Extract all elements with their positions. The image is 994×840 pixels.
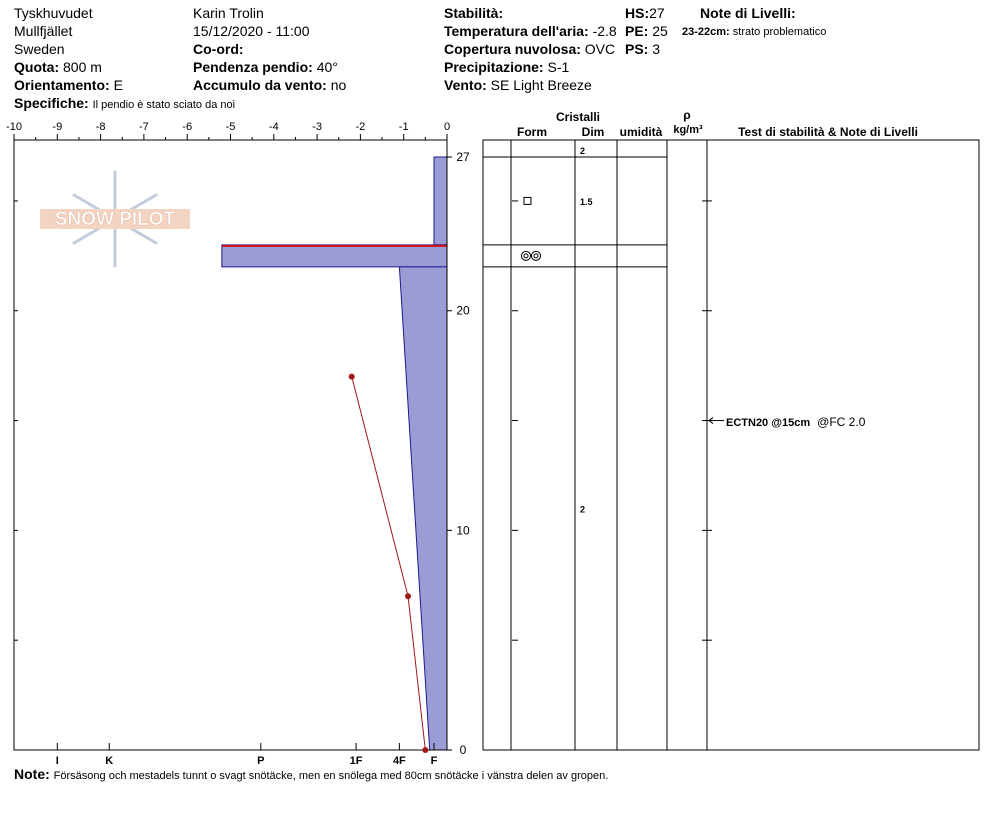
layer-notes-title: Note di Livelli: — [700, 5, 796, 21]
temperature-point — [349, 374, 355, 380]
temp-tick-label: -6 — [182, 121, 193, 133]
melt-form-icon — [532, 251, 541, 260]
pe-label: PE: — [625, 23, 649, 39]
temp-tick-label: -5 — [225, 121, 236, 133]
temp-tick-label: 0 — [443, 121, 451, 133]
stability-test-fracture: @FC 2.0 — [817, 415, 866, 429]
footer-note — [14, 766, 608, 784]
temp-tick-label: -3 — [312, 121, 322, 133]
hardness-tick-label: P — [257, 755, 265, 767]
melt-form-icon — [524, 254, 528, 258]
melt-form-icon — [534, 254, 538, 258]
pe-value: 25 — [652, 23, 668, 39]
temp-tick-label: -10 — [6, 121, 22, 133]
hardness-tick-label: 1F — [349, 755, 363, 767]
precip-label: Precipitazione: — [444, 59, 544, 75]
chart-frame — [14, 140, 447, 750]
stability-label: Stabilità: — [444, 5, 504, 21]
wind-loading-value: no — [330, 77, 347, 93]
layer-size: 2 — [580, 146, 586, 156]
elevation-label: Quota: — [14, 59, 60, 75]
height-tick-label: 27 — [456, 150, 470, 164]
wind-label: Vento: — [444, 77, 487, 93]
temp-tick-label: -2 — [355, 121, 366, 133]
height-tick-label: 10 — [456, 523, 470, 538]
slope-value: 40° — [316, 59, 338, 75]
layer-note-depth: 23-22cm: — [682, 26, 730, 38]
footer-note-label: Note: — [14, 766, 50, 782]
moisture-header: umidità — [619, 125, 663, 139]
elevation-value: 800 m — [63, 59, 102, 75]
hardness-segment — [434, 157, 447, 245]
aspect-value: E — [113, 77, 123, 93]
hardness-tick-label: K — [105, 755, 114, 767]
specifics-value: Il pendio è stato sciato da noi — [92, 99, 236, 111]
country: Sweden — [14, 41, 65, 57]
density-symbol: ρ — [683, 108, 691, 122]
hardness-segment — [222, 245, 447, 267]
sky-label: Copertura nuvolosa: — [444, 41, 581, 57]
temp-tick-label: -8 — [95, 121, 106, 133]
observer: Karin Trolin — [193, 5, 264, 21]
temp-tick-label: -9 — [52, 121, 63, 133]
temperature-point — [405, 593, 411, 599]
ps-value: 3 — [652, 41, 661, 57]
temperature-point — [422, 747, 428, 753]
crystals-header: Cristalli — [555, 110, 600, 124]
stability-test-result: ECTN20 @15cm — [726, 417, 811, 429]
precip-value: S-1 — [547, 59, 570, 75]
aspect-label: Orientamento: — [14, 77, 110, 93]
temp-tick-label: -7 — [139, 121, 149, 133]
hardness-tick-label: 4F — [392, 755, 406, 767]
hardness-tick-label: I — [55, 755, 59, 767]
size-header: Dim — [581, 125, 605, 139]
air-temp-label: Temperatura dell'aria: — [444, 23, 589, 39]
layer-size: 1.5 — [580, 196, 593, 207]
ps-label: PS: — [625, 41, 649, 57]
temp-tick-label: -4 — [268, 121, 279, 133]
watermark — [40, 172, 190, 266]
tests-header: Test di stabilità & Note di Livelli — [738, 125, 918, 139]
height-tick-label: 0 — [459, 743, 467, 757]
wind-value: SE Light Breeze — [490, 77, 592, 93]
hardness-tick-label: F — [430, 755, 438, 767]
sky-value: OVC — [584, 41, 616, 57]
layer-size: 2 — [580, 504, 586, 515]
region: Mullfjället — [14, 23, 73, 39]
form-header: Form — [517, 125, 547, 139]
watermark-text: SNOW PILOT — [54, 209, 176, 230]
location: Tyskhuvudet — [14, 5, 93, 21]
density-unit: kg/m³ — [673, 124, 703, 136]
height-tick-label: 20 — [456, 303, 470, 318]
hs-value: 27 — [649, 5, 665, 21]
slope-label: Pendenza pendio: — [193, 59, 313, 75]
datetime: 15/12/2020 - 11:00 — [193, 23, 310, 39]
faceted-crystal-icon — [524, 197, 531, 204]
specifics-label: Specifiche: — [14, 95, 89, 111]
air-temp-value: -2.8 — [592, 23, 617, 39]
layer-note-text: strato problematico — [732, 26, 827, 38]
stability-test — [726, 414, 865, 431]
temp-tick-label: -1 — [398, 121, 409, 133]
footer-note-text: Försäsong och mestadels tunnt o svagt snötäcke, men en snölega med 80cm snötäcke i vänstra delen av gropen. — [53, 770, 609, 782]
melt-form-icon — [522, 251, 531, 260]
hs-label: HS: — [625, 5, 650, 21]
layer-table-frame — [483, 140, 979, 750]
coords-label: Co-ord: — [193, 41, 244, 57]
wind-loading-label: Accumulo da vento: — [193, 77, 327, 93]
hardness-segment — [399, 267, 447, 750]
